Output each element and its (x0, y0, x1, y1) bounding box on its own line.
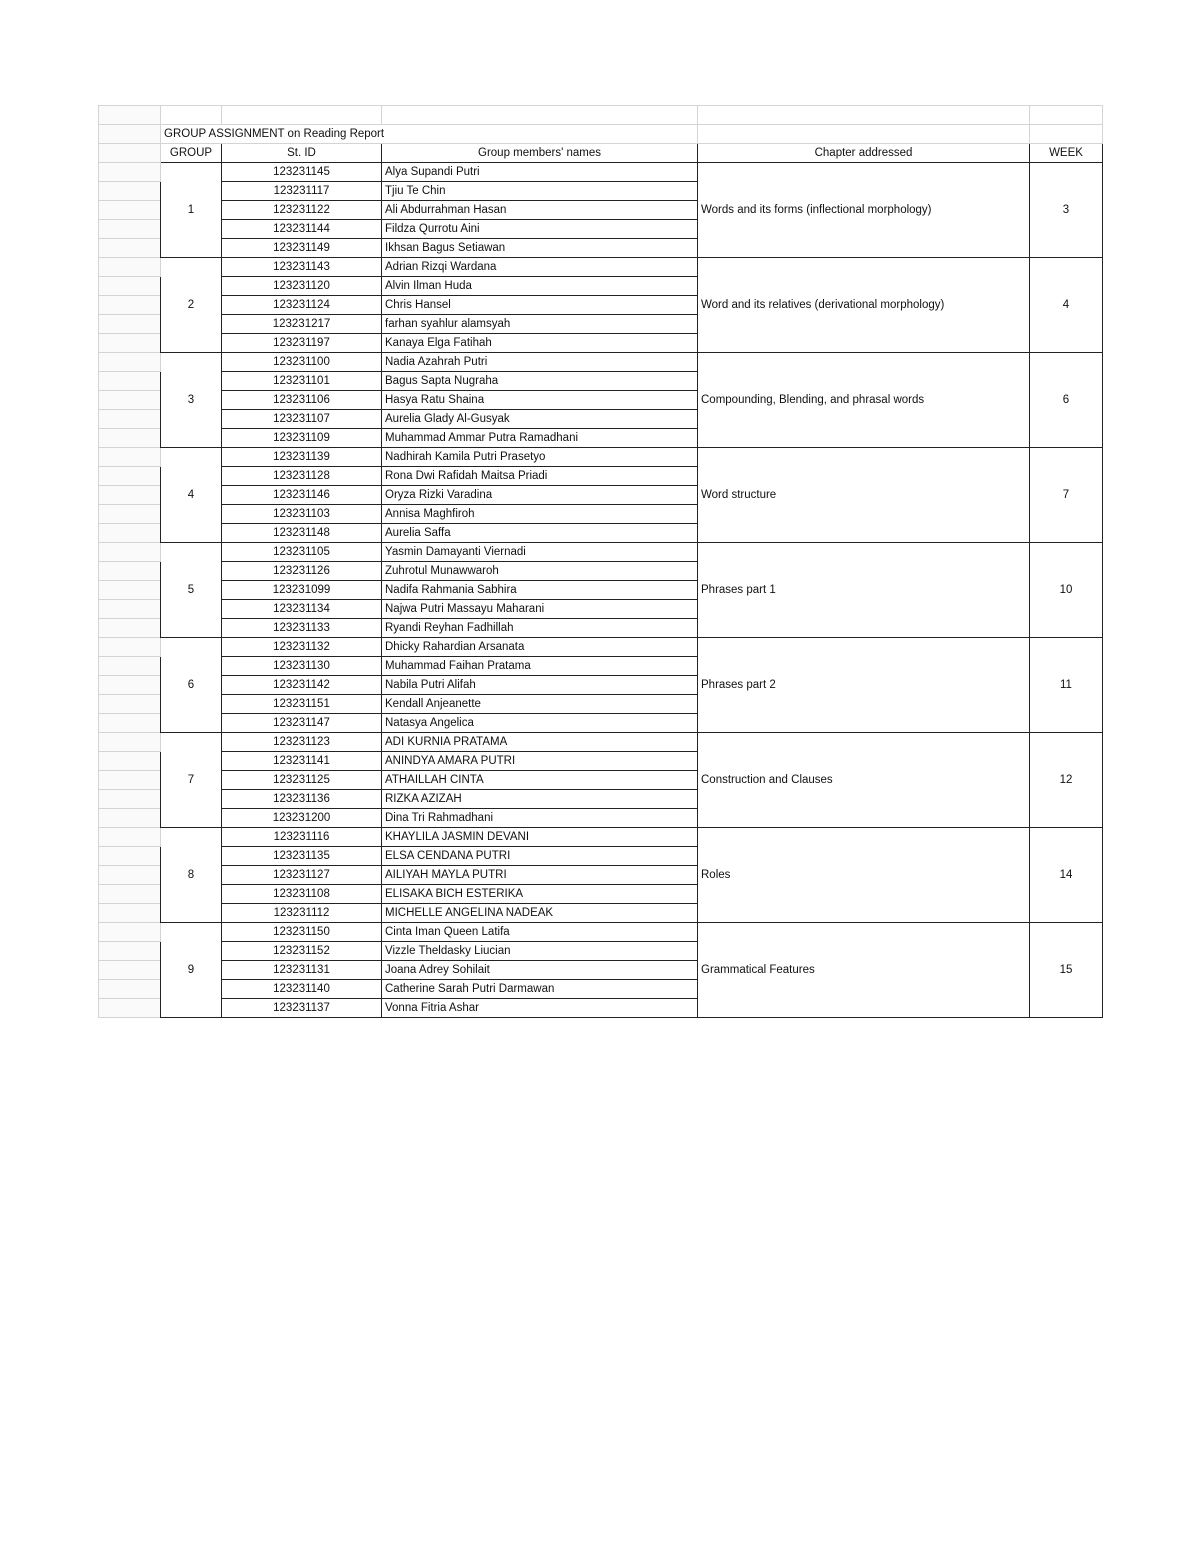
row-header-cell[interactable] (99, 733, 161, 752)
row-header-cell[interactable] (99, 790, 161, 809)
row-header-cell[interactable] (99, 581, 161, 600)
sheet-body (99, 106, 1103, 1018)
student-id-cell[interactable]: 123231131 (222, 961, 382, 980)
row-header-cell[interactable] (99, 410, 161, 429)
student-id-cell[interactable]: 123231137 (222, 999, 382, 1018)
member-name-cell[interactable]: Vonna Fitria Ashar (382, 999, 698, 1018)
chapter-cell[interactable]: Words and its forms (inflectional morphology) (698, 163, 1030, 258)
row-header-cell[interactable] (99, 144, 161, 163)
table-row (99, 828, 1103, 847)
chapter-cell[interactable]: Grammatical Features (698, 923, 1030, 1018)
spreadsheet-table (98, 105, 1103, 1018)
row-header-cell[interactable] (99, 828, 161, 847)
member-name-cell[interactable]: Alya Supandi Putri (382, 163, 698, 182)
student-id-cell[interactable]: 123231125 (222, 771, 382, 790)
header-group[interactable]: GROUP (161, 144, 222, 163)
student-id-cell[interactable]: 123231107 (222, 410, 382, 429)
chapter-cell[interactable]: Construction and Clauses (698, 733, 1030, 828)
student-id-cell[interactable]: 123231150 (222, 923, 382, 942)
member-name-cell[interactable]: Fildza Qurrotu Aini (382, 220, 698, 239)
row-header-cell[interactable] (99, 543, 161, 562)
row-header-cell[interactable] (99, 657, 161, 676)
student-id-cell[interactable]: 123231143 (222, 258, 382, 277)
row-header-cell[interactable] (99, 695, 161, 714)
table-row (99, 353, 1103, 372)
student-id-cell[interactable]: 123231145 (222, 163, 382, 182)
row-header-cell[interactable] (99, 239, 161, 258)
week-cell[interactable]: 14 (1030, 828, 1103, 923)
student-id-cell[interactable]: 123231122 (222, 201, 382, 220)
student-id-cell[interactable]: 123231140 (222, 980, 382, 999)
member-name-cell[interactable]: Muhammad Ammar Putra Ramadhani (382, 429, 698, 448)
chapter-cell[interactable]: Compounding, Blending, and phrasal words (698, 353, 1030, 448)
row-header-cell[interactable] (99, 334, 161, 353)
row-header-cell[interactable] (99, 771, 161, 790)
member-name-cell[interactable]: Aurelia Saffa (382, 524, 698, 543)
group-number-cell[interactable]: 4 (161, 448, 222, 543)
member-name-cell[interactable]: Ryandi Reyhan Fadhillah (382, 619, 698, 638)
row-header-cell[interactable] (99, 201, 161, 220)
student-id-cell[interactable]: 123231101 (222, 372, 382, 391)
member-name-cell[interactable]: ELSA CENDANA PUTRI (382, 847, 698, 866)
header-row (99, 144, 1103, 163)
row-header-cell[interactable] (99, 486, 161, 505)
student-id-cell[interactable]: 123231130 (222, 657, 382, 676)
member-name-cell[interactable]: Chris Hansel (382, 296, 698, 315)
member-name-cell[interactable]: Vizzle Theldasky Liucian (382, 942, 698, 961)
row-header-cell[interactable] (99, 277, 161, 296)
empty-cell[interactable] (698, 125, 1030, 144)
row-header-cell[interactable] (99, 448, 161, 467)
member-name-cell[interactable]: ADI KURNIA PRATAMA (382, 733, 698, 752)
row-header-cell[interactable] (99, 942, 161, 961)
member-name-cell[interactable]: Ali Abdurrahman Hasan (382, 201, 698, 220)
student-id-cell[interactable]: 123231148 (222, 524, 382, 543)
row-header-cell[interactable] (99, 562, 161, 581)
student-id-cell[interactable]: 123231128 (222, 467, 382, 486)
week-cell[interactable]: 15 (1030, 923, 1103, 1018)
student-id-cell[interactable]: 123231134 (222, 600, 382, 619)
member-name-cell[interactable]: Najwa Putri Massayu Maharani (382, 600, 698, 619)
member-name-cell[interactable]: MICHELLE ANGELINA NADEAK (382, 904, 698, 923)
group-number-cell[interactable]: 3 (161, 353, 222, 448)
sheet-title[interactable]: GROUP ASSIGNMENT on Reading Report (161, 125, 698, 144)
student-id-cell[interactable]: 123231141 (222, 752, 382, 771)
week-cell[interactable]: 10 (1030, 543, 1103, 638)
member-name-cell[interactable]: ATHAILLAH CINTA (382, 771, 698, 790)
student-id-cell[interactable]: 123231139 (222, 448, 382, 467)
empty-cell[interactable] (1030, 125, 1103, 144)
header-member-names[interactable]: Group members' names (382, 144, 698, 163)
blank-row (99, 106, 1103, 125)
row-header-cell[interactable] (99, 258, 161, 277)
row-header-cell[interactable] (99, 961, 161, 980)
row-header-cell[interactable] (99, 638, 161, 657)
empty-cell[interactable] (1030, 106, 1103, 125)
group-number-cell[interactable]: 9 (161, 923, 222, 1018)
row-header-cell[interactable] (99, 467, 161, 486)
row-header-cell[interactable] (99, 372, 161, 391)
member-name-cell[interactable]: RIZKA AZIZAH (382, 790, 698, 809)
student-id-cell[interactable]: 123231106 (222, 391, 382, 410)
table-row (99, 163, 1103, 182)
student-id-cell[interactable]: 123231147 (222, 714, 382, 733)
member-name-cell[interactable]: Hasya Ratu Shaina (382, 391, 698, 410)
student-id-cell[interactable]: 123231099 (222, 581, 382, 600)
member-name-cell[interactable]: farhan syahlur alamsyah (382, 315, 698, 334)
student-id-cell[interactable]: 123231200 (222, 809, 382, 828)
student-id-cell[interactable]: 123231197 (222, 334, 382, 353)
row-header-cell[interactable] (99, 999, 161, 1018)
student-id-cell[interactable]: 123231149 (222, 239, 382, 258)
student-id-cell[interactable]: 123231100 (222, 353, 382, 372)
week-cell[interactable]: 4 (1030, 258, 1103, 353)
row-header-cell[interactable] (99, 714, 161, 733)
student-id-cell[interactable]: 123231127 (222, 866, 382, 885)
row-header-cell[interactable] (99, 980, 161, 999)
row-header-cell[interactable] (99, 391, 161, 410)
row-header-cell[interactable] (99, 505, 161, 524)
student-id-cell[interactable]: 123231136 (222, 790, 382, 809)
chapter-cell[interactable]: Roles (698, 828, 1030, 923)
member-name-cell[interactable]: Yasmin Damayanti Viernadi (382, 543, 698, 562)
student-id-cell[interactable]: 123231135 (222, 847, 382, 866)
student-id-cell[interactable]: 123231103 (222, 505, 382, 524)
student-id-cell[interactable]: 123231146 (222, 486, 382, 505)
student-id-cell[interactable]: 123231105 (222, 543, 382, 562)
student-id-cell[interactable]: 123231116 (222, 828, 382, 847)
row-header-cell[interactable] (99, 923, 161, 942)
group-number-cell[interactable]: 5 (161, 543, 222, 638)
student-id-cell[interactable]: 123231132 (222, 638, 382, 657)
table-row (99, 638, 1103, 657)
member-name-cell[interactable]: Nadia Azahrah Putri (382, 353, 698, 372)
week-cell[interactable]: 12 (1030, 733, 1103, 828)
group-number-cell[interactable]: 7 (161, 733, 222, 828)
row-header-cell[interactable] (99, 809, 161, 828)
table-row (99, 258, 1103, 277)
student-id-cell[interactable]: 123231151 (222, 695, 382, 714)
header-week[interactable]: WEEK (1030, 144, 1103, 163)
member-name-cell[interactable]: Dhicky Rahardian Arsanata (382, 638, 698, 657)
empty-cell[interactable] (382, 106, 698, 125)
title-row (99, 125, 1103, 144)
row-header-cell[interactable] (99, 353, 161, 372)
student-id-cell[interactable]: 123231152 (222, 942, 382, 961)
student-id-cell[interactable]: 123231117 (222, 182, 382, 201)
member-name-cell[interactable]: Annisa Maghfiroh (382, 505, 698, 524)
member-name-cell[interactable]: Muhammad Faihan Pratama (382, 657, 698, 676)
student-id-cell[interactable]: 123231133 (222, 619, 382, 638)
group-number-cell[interactable]: 8 (161, 828, 222, 923)
table-row (99, 733, 1103, 752)
week-cell[interactable]: 11 (1030, 638, 1103, 733)
member-name-cell[interactable]: Rona Dwi Rafidah Maitsa Priadi (382, 467, 698, 486)
week-cell[interactable]: 7 (1030, 448, 1103, 543)
group-number-cell[interactable]: 1 (161, 163, 222, 258)
row-header-cell[interactable] (99, 676, 161, 695)
row-header-cell[interactable] (99, 847, 161, 866)
chapter-cell[interactable]: Phrases part 2 (698, 638, 1030, 733)
member-name-cell[interactable]: Nabila Putri Alifah (382, 676, 698, 695)
group-number-cell[interactable]: 2 (161, 258, 222, 353)
row-header-cell[interactable] (99, 524, 161, 543)
empty-cell[interactable] (698, 106, 1030, 125)
row-header-cell[interactable] (99, 600, 161, 619)
row-header-cell[interactable] (99, 866, 161, 885)
member-name-cell[interactable]: Zuhrotul Munawwaroh (382, 562, 698, 581)
header-chapter[interactable]: Chapter addressed (698, 144, 1030, 163)
row-header-cell[interactable] (99, 619, 161, 638)
member-name-cell[interactable]: Catherine Sarah Putri Darmawan (382, 980, 698, 999)
row-header-cell[interactable] (99, 315, 161, 334)
student-id-cell[interactable]: 123231108 (222, 885, 382, 904)
empty-cell[interactable] (222, 106, 382, 125)
student-id-cell[interactable]: 123231144 (222, 220, 382, 239)
row-header-cell[interactable] (99, 296, 161, 315)
student-id-cell[interactable]: 123231123 (222, 733, 382, 752)
row-header-cell[interactable] (99, 752, 161, 771)
row-header-cell[interactable] (99, 885, 161, 904)
table-row (99, 923, 1103, 942)
member-name-cell[interactable]: KHAYLILA JASMIN DEVANI (382, 828, 698, 847)
empty-cell[interactable] (161, 106, 222, 125)
student-id-cell[interactable]: 123231124 (222, 296, 382, 315)
student-id-cell[interactable]: 123231217 (222, 315, 382, 334)
row-header-cell[interactable] (99, 163, 161, 182)
row-header-cell[interactable] (99, 125, 161, 144)
row-header-cell[interactable] (99, 429, 161, 448)
table-row (99, 543, 1103, 562)
member-name-cell[interactable]: Nadifa Rahmania Sabhira (382, 581, 698, 600)
header-student-id[interactable]: St. ID (222, 144, 382, 163)
member-name-cell[interactable]: Kanaya Elga Fatihah (382, 334, 698, 353)
week-cell[interactable]: 3 (1030, 163, 1103, 258)
member-name-cell[interactable]: Alvin Ilman Huda (382, 277, 698, 296)
chapter-cell[interactable]: Phrases part 1 (698, 543, 1030, 638)
chapter-cell[interactable]: Word structure (698, 448, 1030, 543)
row-header-cell[interactable] (99, 904, 161, 923)
student-id-cell[interactable]: 123231126 (222, 562, 382, 581)
student-id-cell[interactable]: 123231120 (222, 277, 382, 296)
member-name-cell[interactable]: ELISAKA BICH ESTERIKA (382, 885, 698, 904)
member-name-cell[interactable]: Aurelia Glady Al-Gusyak (382, 410, 698, 429)
student-id-cell[interactable]: 123231109 (222, 429, 382, 448)
member-name-cell[interactable]: Ikhsan Bagus Setiawan (382, 239, 698, 258)
member-name-cell[interactable]: Tjiu Te Chin (382, 182, 698, 201)
group-number-cell[interactable]: 6 (161, 638, 222, 733)
student-id-cell[interactable]: 123231142 (222, 676, 382, 695)
member-name-cell[interactable]: Kendall Anjeanette (382, 695, 698, 714)
member-name-cell[interactable]: AILIYAH MAYLA PUTRI (382, 866, 698, 885)
member-name-cell[interactable]: Joana Adrey Sohilait (382, 961, 698, 980)
member-name-cell[interactable]: Nadhirah Kamila Putri Prasetyo (382, 448, 698, 467)
table-row (99, 448, 1103, 467)
member-name-cell[interactable]: Bagus Sapta Nugraha (382, 372, 698, 391)
chapter-cell[interactable]: Word and its relatives (derivational morphology) (698, 258, 1030, 353)
week-cell[interactable]: 6 (1030, 353, 1103, 448)
row-header-cell[interactable] (99, 182, 161, 201)
row-header-cell[interactable] (99, 106, 161, 125)
student-id-cell[interactable]: 123231112 (222, 904, 382, 923)
row-header-cell[interactable] (99, 220, 161, 239)
member-name-cell[interactable]: Dina Tri Rahmadhani (382, 809, 698, 828)
member-name-cell[interactable]: Oryza Rizki Varadina (382, 486, 698, 505)
member-name-cell[interactable]: Natasya Angelica (382, 714, 698, 733)
member-name-cell[interactable]: ANINDYA AMARA PUTRI (382, 752, 698, 771)
member-name-cell[interactable]: Adrian Rizqi Wardana (382, 258, 698, 277)
member-name-cell[interactable]: Cinta Iman Queen Latifa (382, 923, 698, 942)
